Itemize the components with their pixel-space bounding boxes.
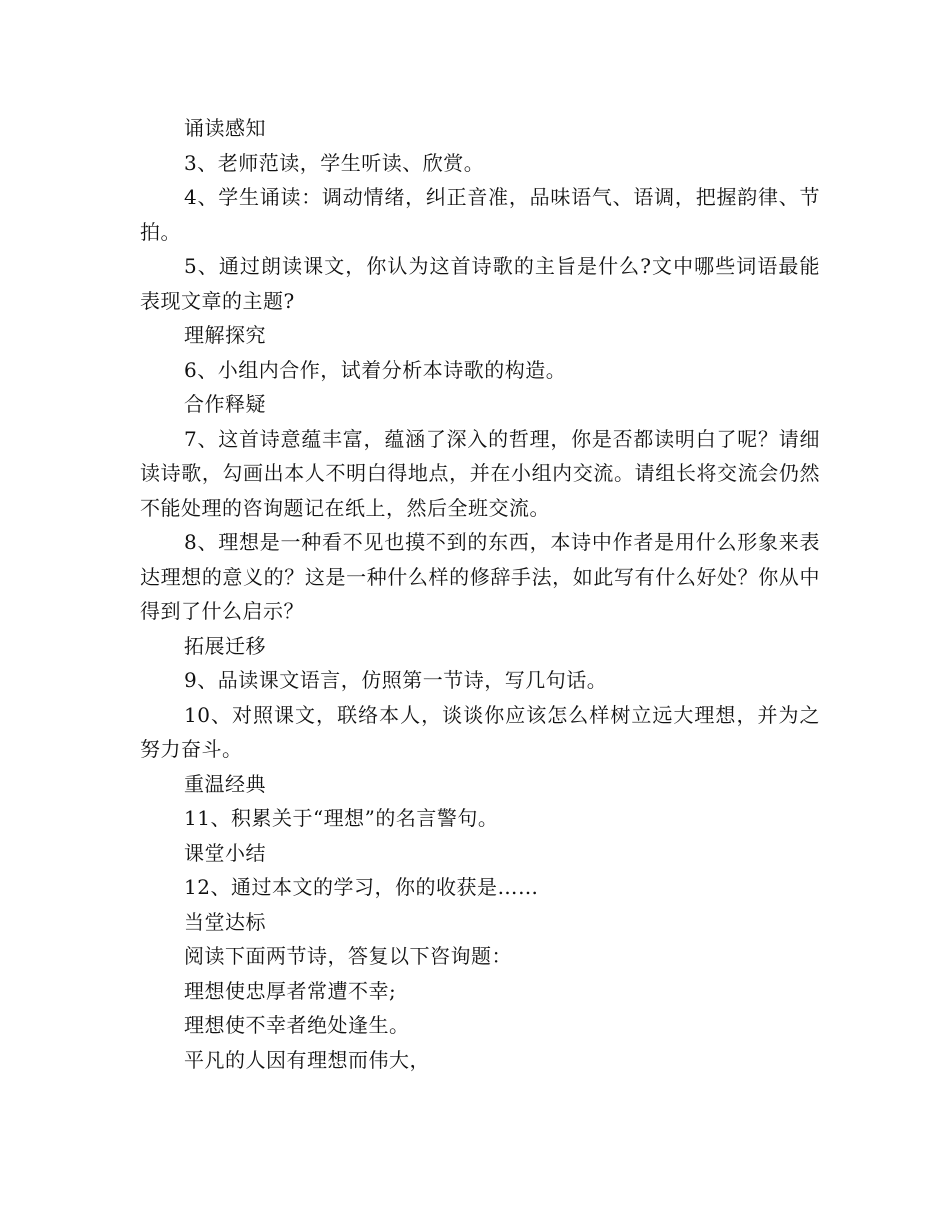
section-heading-recitation: 诵读感知: [184, 116, 266, 140]
paragraph-item-4: 4、学生诵读：调动情绪，纠正音准，品味语气、语调，把握韵律、节拍。: [140, 185, 820, 244]
poem-line-1: 理想使忠厚者常遭不幸;: [184, 978, 397, 1003]
paragraph-instruction: 阅读下面两节诗，答复以下咨询题：: [184, 944, 512, 968]
document-body: [140, 111, 820, 1077]
section-heading-extension: 拓展迁移: [184, 633, 266, 658]
paragraph-item-9: 9、品读课文语言，仿照第一节诗，写几句话。: [184, 668, 608, 692]
section-heading-understanding: 理解探究: [184, 323, 266, 347]
paragraph-item-11: 11、积累关于“理想”的名言警句。: [184, 806, 499, 830]
paragraph-item-3: 3、老师范读，学生听读、欣赏。: [184, 150, 485, 175]
paragraph-item-12: 12、通过本文的学习，你的收获是……: [184, 875, 539, 899]
section-heading-summary: 课堂小结: [184, 840, 266, 865]
paragraph-item-8: 8、理想是一种看不见也摸不到的东西，本诗中作者是用什么形象来表达理想的意义的？这是一种什么样的修辞手法，如此写有什么好处？你从中得到了什么启示？: [140, 530, 820, 623]
poem-line-3: 平凡的人因有理想而伟大，: [184, 1047, 430, 1072]
section-heading-classics: 重温经典: [184, 771, 266, 796]
paragraph-item-5: 5、通过朗读课文，你认为这首诗歌的主旨是什么?文中哪些词语最能表现文章的主题?: [140, 254, 820, 313]
section-heading-cooperation: 合作释疑: [184, 392, 266, 416]
paragraph-item-7: 7、这首诗意蕴丰富，蕴涵了深入的哲理，你是否都读明白了呢？请细读诗歌，勾画出本人不明白得地点，并在小组内交流。请组长将交流会仍然不能处理的咨询题记在纸上，然后全班交流。: [140, 426, 820, 520]
paragraph-item-6: 6、小组内合作，试着分析本诗歌的构造。: [184, 357, 567, 382]
section-heading-assessment: 当堂达标: [184, 909, 266, 934]
poem-line-2: 理想使不幸者绝处逢生。: [184, 1013, 410, 1037]
paragraph-item-10: 10、对照课文，联络本人，谈谈你应该怎么样树立远大理想，并为之努力奋斗。: [140, 702, 820, 761]
